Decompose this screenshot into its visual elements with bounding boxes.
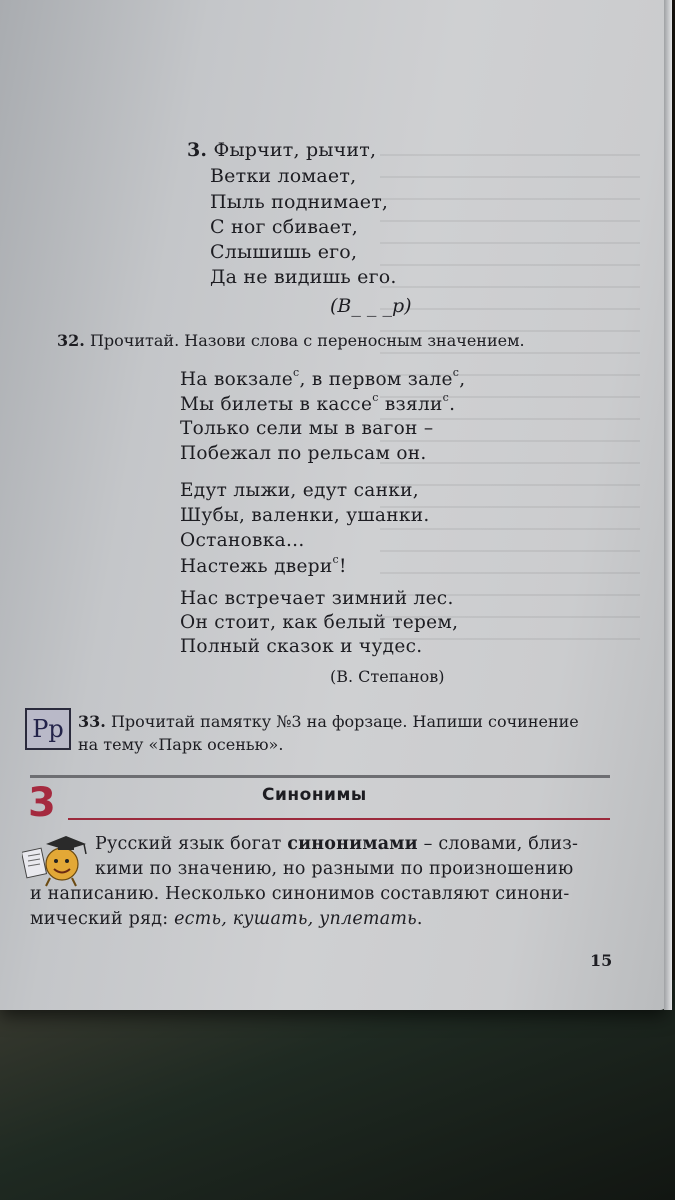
riddle-line: С ног сбивает, (210, 216, 359, 238)
section-underline (68, 818, 610, 820)
poem-line: Он стоит, как белый терем, (180, 612, 459, 633)
poem-line: Нас встречает зимний лес. (180, 588, 454, 609)
poem-line: Едут лыжи, едут санки, (180, 480, 419, 501)
riddle-number: 3. (187, 139, 208, 161)
poem-line: Побежал по рельсам он. (180, 443, 427, 464)
poem-line: Настежь двери$^с$! (180, 553, 347, 578)
poem-line: Шубы, валенки, ушанки. (180, 505, 430, 526)
page-edge (664, 0, 672, 1010)
poem-line: Только сели мы в вагон – (180, 418, 434, 439)
exercise-33-line: на тему «Парк осенью». (78, 735, 284, 754)
poem-line: На вокзале$^с$, в первом зале$^с$, (180, 366, 466, 391)
riddle-line: Да не видишь его. (210, 266, 397, 288)
poem-line: Мы билеты в кассе$^с$ взяли$^с$. (180, 391, 456, 416)
section-divider (30, 775, 610, 778)
poem-author: (В. Степанов) (330, 667, 445, 686)
section-title: Синонимы (262, 785, 367, 805)
riddle-line: 3. Фырчит, рычит, (187, 139, 377, 161)
exercise-32-instruction: 32. Прочитай. Назови слова с переносным значением. (57, 331, 525, 350)
rule-line: и написанию. Несколько синонимов составляют синони- (30, 884, 570, 904)
exercise-33-line: 33. Прочитай памятку №3 на форзаце. Напиши сочинение (78, 712, 579, 731)
page-number: 15 (590, 951, 613, 970)
rule-line: Русский язык богат синонимами – словами, близ- (95, 834, 579, 854)
riddle-answer: (В_ _ _р) (330, 295, 412, 317)
section-number: 3 (28, 780, 56, 826)
rule-line: кими по значению, но разными по произношению (95, 859, 574, 879)
poem-line: Остановка... (180, 530, 305, 551)
riddle-line: Слышишь его, (210, 241, 358, 263)
riddle-line: Ветки ломает, (210, 165, 357, 187)
riddle-line: Пыль поднимает, (210, 191, 389, 213)
rule-line: мический ряд: есть, кушать, уплетать. (30, 909, 423, 929)
table-background (0, 980, 675, 1200)
speech-development-badge: Рр (25, 708, 71, 750)
poem-line: Полный сказок и чудес. (180, 636, 423, 657)
scholar-mascot-icon (22, 828, 92, 890)
